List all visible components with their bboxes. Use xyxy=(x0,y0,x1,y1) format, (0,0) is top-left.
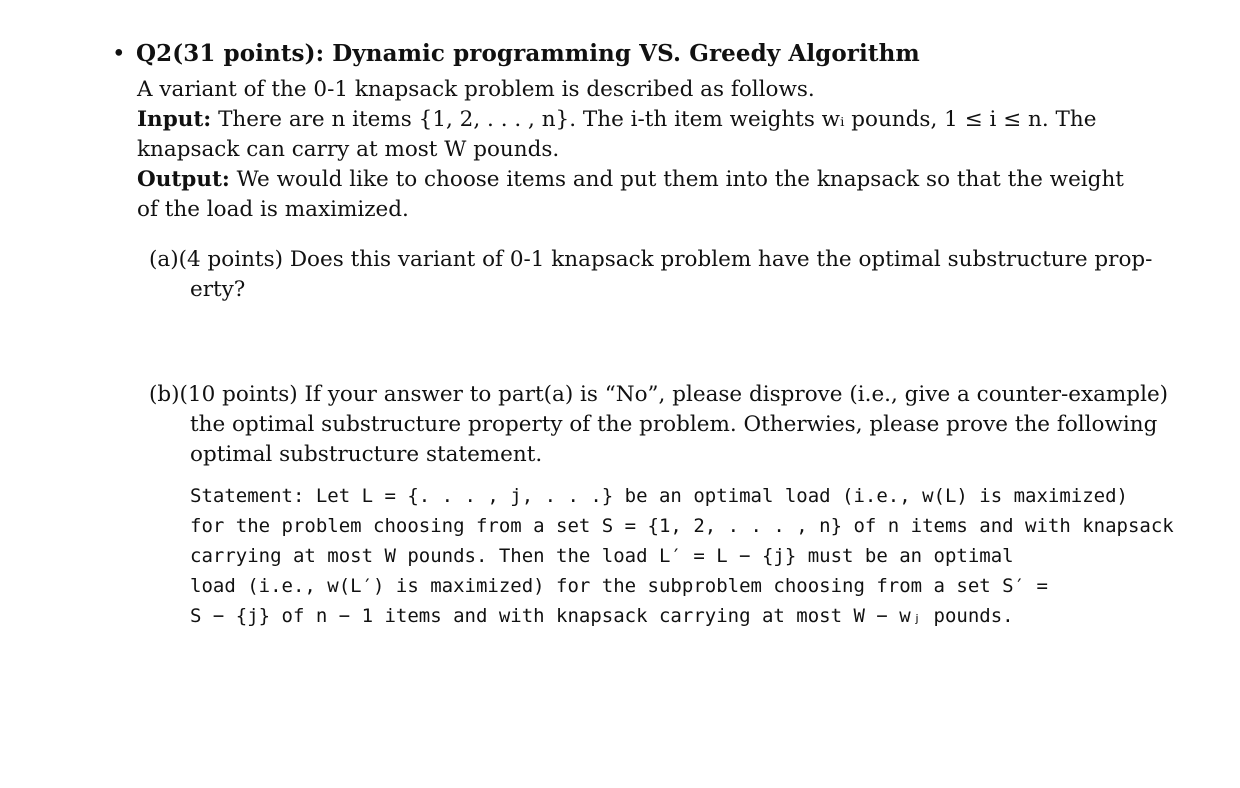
statement-line-3: carrying at most W pounds. Then the load L′ = L − {j} must be an optimal xyxy=(190,545,1014,567)
statement-line-4: load (i.e., w(L′) is maximized) for the subproblem choosing from a set S′ = xyxy=(190,575,1048,597)
part-b-line-2: the optimal substructure property of the problem. Otherwies, please prove the following xyxy=(190,412,1158,437)
intro-text: A variant of the 0-1 knapsack problem is described as follows. xyxy=(137,77,815,102)
bullet-icon: • xyxy=(112,41,126,67)
output-label: Output: xyxy=(137,167,230,192)
part-a-line-2: erty? xyxy=(190,277,246,302)
question-title: Q2(31 points): Dynamic programming VS. Greedy Algorithm xyxy=(136,40,920,67)
statement-line-5: S − {j} of n − 1 items and with knapsack carrying at most W − wⱼ pounds. xyxy=(190,605,1014,627)
statement-line-1: Statement: Let L = {. . . , j, . . .} be an optimal load (i.e., w(L) is maximized) xyxy=(190,485,1128,507)
input-label: Input: xyxy=(137,107,212,132)
input-line-1 xyxy=(137,109,1096,131)
input-text-1: There are n items {1, 2, . . . , n}. The i-th item weights wᵢ pounds, 1 ≤ i ≤ n. The xyxy=(218,107,1097,132)
statement-line-2: for the problem choosing from a set S = {1, 2, . . . , n} of n items and with knapsack xyxy=(190,515,1174,537)
part-a-line-1: (a)(4 points) Does this variant of 0-1 knapsack problem have the optimal substructure prop- xyxy=(149,247,1153,272)
question-heading xyxy=(112,40,920,67)
output-line-1 xyxy=(137,169,1124,191)
input-line-2: knapsack can carry at most W pounds. xyxy=(137,137,560,162)
output-line-2: of the load is maximized. xyxy=(137,197,409,222)
part-b-line-3: optimal substructure statement. xyxy=(190,442,543,467)
output-text-1: We would like to choose items and put them into the knapsack so that the weight xyxy=(236,167,1124,192)
part-b-line-1: (b)(10 points) If your answer to part(a) is “No”, please disprove (i.e., give a counter-example) xyxy=(149,382,1169,407)
